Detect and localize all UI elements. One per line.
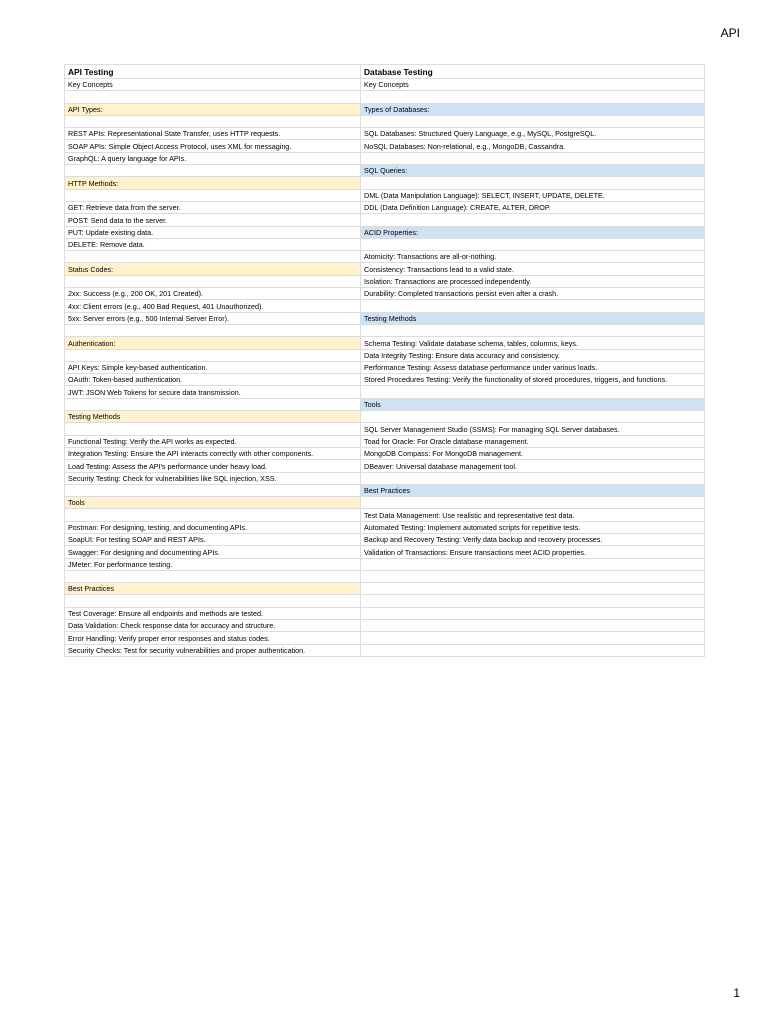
db-section-heading: ACID Properties: xyxy=(361,226,705,238)
db-cell: DDL (Data Definition Language): CREATE, ALTER, DROP. xyxy=(361,201,705,213)
db-cell xyxy=(361,644,705,656)
table-row xyxy=(65,521,705,533)
table-row xyxy=(65,349,705,361)
api-cell: Security Testing: Check for vulnerabilities like SQL injection, XSS. xyxy=(65,472,361,484)
api-cell xyxy=(65,423,361,435)
table-row xyxy=(65,140,705,152)
db-cell xyxy=(361,386,705,398)
api-cell: Swagger: For designing and documenting APIs. xyxy=(65,546,361,558)
table-row xyxy=(65,288,705,300)
api-section-heading: Testing Methods xyxy=(65,411,361,423)
api-cell: API Keys: Simple key-based authentication. xyxy=(65,361,361,373)
api-section-heading: Tools xyxy=(65,497,361,509)
table-row xyxy=(65,152,705,164)
api-section-heading: API Types: xyxy=(65,103,361,115)
table-row xyxy=(65,620,705,632)
api-cell xyxy=(65,165,361,177)
api-cell: SOAP APIs: Simple Object Access Protocol, uses XML for messaging. xyxy=(65,140,361,152)
table-row xyxy=(65,411,705,423)
table-row xyxy=(65,398,705,410)
table-row xyxy=(65,275,705,287)
table-row xyxy=(65,386,705,398)
table-row xyxy=(65,632,705,644)
db-cell xyxy=(361,607,705,619)
api-cell xyxy=(65,349,361,361)
table-row xyxy=(65,509,705,521)
db-cell xyxy=(361,558,705,570)
db-section-heading: Tools xyxy=(361,398,705,410)
table-row xyxy=(65,165,705,177)
api-section-heading: Authentication: xyxy=(65,337,361,349)
table-row xyxy=(65,583,705,595)
table-row xyxy=(65,189,705,201)
db-cell xyxy=(361,300,705,312)
db-cell: Durability: Completed transactions persist even after a crash. xyxy=(361,288,705,300)
table-row xyxy=(65,128,705,140)
api-cell: Functional Testing: Verify the API works as expected. xyxy=(65,435,361,447)
api-cell xyxy=(65,275,361,287)
table-row xyxy=(65,460,705,472)
db-cell: Atomicity: Transactions are all-or-nothing. xyxy=(361,251,705,263)
table-row xyxy=(65,435,705,447)
db-cell: DML (Data Manipulation Language): SELECT, INSERT, UPDATE, DELETE. xyxy=(361,189,705,201)
api-cell: JWT: JSON Web Tokens for secure data transmission. xyxy=(65,386,361,398)
db-cell xyxy=(361,570,705,582)
table-row xyxy=(65,300,705,312)
db-cell: Backup and Recovery Testing: Verify data backup and recovery processes. xyxy=(361,533,705,545)
db-cell: NoSQL Databases: Non-relational, e.g., MongoDB, Cassandra. xyxy=(361,140,705,152)
db-cell xyxy=(361,411,705,423)
table-row xyxy=(65,214,705,226)
spreadsheet-body xyxy=(65,65,705,657)
table-row xyxy=(65,570,705,582)
db-cell xyxy=(361,595,705,607)
api-cell: PUT: Update existing data. xyxy=(65,226,361,238)
table-row xyxy=(65,251,705,263)
table-row xyxy=(65,607,705,619)
api-cell xyxy=(65,509,361,521)
db-cell xyxy=(361,238,705,250)
db-cell: SQL Server Management Studio (SSMS): For managing SQL Server databases. xyxy=(361,423,705,435)
api-cell: JMeter: For performance testing. xyxy=(65,558,361,570)
api-cell xyxy=(65,115,361,127)
db-cell xyxy=(361,115,705,127)
db-cell: Performance Testing: Assess database performance under various loads. xyxy=(361,361,705,373)
db-cell: DBeaver: Universal database management tool. xyxy=(361,460,705,472)
api-cell: REST APIs: Representational State Transfer, uses HTTP requests. xyxy=(65,128,361,140)
table-row xyxy=(65,103,705,115)
db-section-heading: SQL Queries: xyxy=(361,165,705,177)
table-row xyxy=(65,558,705,570)
api-cell: SoapUI: For testing SOAP and REST APIs. xyxy=(65,533,361,545)
db-cell: Automated Testing: Implement automated scripts for repetitive tests. xyxy=(361,521,705,533)
db-cell xyxy=(361,91,705,103)
table-row xyxy=(65,79,705,91)
table-row xyxy=(65,263,705,275)
api-column-header: API Testing xyxy=(65,65,361,79)
db-section-heading: Testing Methods xyxy=(361,312,705,324)
db-cell: Toad for Oracle: For Oracle database management. xyxy=(361,435,705,447)
api-cell: DELETE: Remove data. xyxy=(65,238,361,250)
api-cell xyxy=(65,398,361,410)
api-cell: Security Checks: Test for security vulnerabilities and proper authentication. xyxy=(65,644,361,656)
api-cell xyxy=(65,189,361,201)
db-cell: Consistency: Transactions lead to a valid state. xyxy=(361,263,705,275)
api-cell: Integration Testing: Ensure the API interacts correctly with other components. xyxy=(65,447,361,459)
page-number: 1 xyxy=(733,986,740,1000)
api-cell: 4xx: Client errors (e.g., 400 Bad Request, 401 Unauthorized). xyxy=(65,300,361,312)
db-cell: Isolation: Transactions are processed independently. xyxy=(361,275,705,287)
table-row xyxy=(65,238,705,250)
api-cell: Data Validation: Check response data for accuracy and structure. xyxy=(65,620,361,632)
db-cell xyxy=(361,583,705,595)
db-cell xyxy=(361,472,705,484)
api-section-heading: Status Codes: xyxy=(65,263,361,275)
api-cell: Test Coverage: Ensure all endpoints and methods are tested. xyxy=(65,607,361,619)
db-cell: Schema Testing: Validate database schema, tables, columns, keys. xyxy=(361,337,705,349)
table-row xyxy=(65,447,705,459)
api-cell: POST: Send data to the server. xyxy=(65,214,361,226)
api-cell: Postman: For designing, testing, and documenting APIs. xyxy=(65,521,361,533)
spreadsheet-table xyxy=(64,64,705,657)
api-cell xyxy=(65,251,361,263)
sheet-title: API xyxy=(720,26,740,40)
table-row xyxy=(65,644,705,656)
db-column-header: Database Testing xyxy=(361,65,705,79)
table-row xyxy=(65,115,705,127)
db-cell xyxy=(361,177,705,189)
api-cell xyxy=(65,91,361,103)
api-cell: OAuth: Token-based authentication. xyxy=(65,374,361,386)
db-cell xyxy=(361,632,705,644)
api-cell xyxy=(65,570,361,582)
table-row xyxy=(65,374,705,386)
api-cell: Key Concepts xyxy=(65,79,361,91)
table-row xyxy=(65,226,705,238)
table-row xyxy=(65,484,705,496)
db-cell xyxy=(361,620,705,632)
db-section-heading: Best Practices xyxy=(361,484,705,496)
api-cell: 5xx: Server errors (e.g., 500 Internal Server Error). xyxy=(65,312,361,324)
db-cell: Stored Procedures Testing: Verify the functionality of stored procedures, triggers, and functions. xyxy=(361,374,705,386)
api-section-heading: Best Practices xyxy=(65,583,361,595)
db-section-heading: Types of Databases: xyxy=(361,103,705,115)
table-row xyxy=(65,201,705,213)
db-cell xyxy=(361,324,705,336)
table-row xyxy=(65,423,705,435)
header-row xyxy=(65,65,705,79)
table-row xyxy=(65,595,705,607)
api-cell xyxy=(65,324,361,336)
db-cell: Validation of Transactions: Ensure transactions meet ACID properties. xyxy=(361,546,705,558)
api-cell: GET: Retrieve data from the server. xyxy=(65,201,361,213)
api-cell: GraphQL: A query language for APIs. xyxy=(65,152,361,164)
db-cell xyxy=(361,152,705,164)
db-cell: SQL Databases: Structured Query Language, e.g., MySQL, PostgreSQL. xyxy=(361,128,705,140)
table-row xyxy=(65,361,705,373)
table-row xyxy=(65,472,705,484)
db-cell xyxy=(361,214,705,226)
db-cell: Data Integrity Testing: Ensure data accuracy and consistency. xyxy=(361,349,705,361)
table-row xyxy=(65,546,705,558)
table-row xyxy=(65,312,705,324)
db-cell: Key Concepts xyxy=(361,79,705,91)
table-row xyxy=(65,91,705,103)
db-cell: Test Data Management: Use realistic and representative test data. xyxy=(361,509,705,521)
table-row xyxy=(65,497,705,509)
api-cell: Error Handling: Verify proper error responses and status codes. xyxy=(65,632,361,644)
table-row xyxy=(65,177,705,189)
table-row xyxy=(65,533,705,545)
table-row xyxy=(65,324,705,336)
api-section-heading: HTTP Methods: xyxy=(65,177,361,189)
db-cell xyxy=(361,497,705,509)
table-row xyxy=(65,337,705,349)
api-cell xyxy=(65,595,361,607)
api-cell xyxy=(65,484,361,496)
db-cell: MongoDB Compass: For MongoDB management. xyxy=(361,447,705,459)
api-cell: 2xx: Success (e.g., 200 OK, 201 Created). xyxy=(65,288,361,300)
api-cell: Load Testing: Assess the API's performance under heavy load. xyxy=(65,460,361,472)
